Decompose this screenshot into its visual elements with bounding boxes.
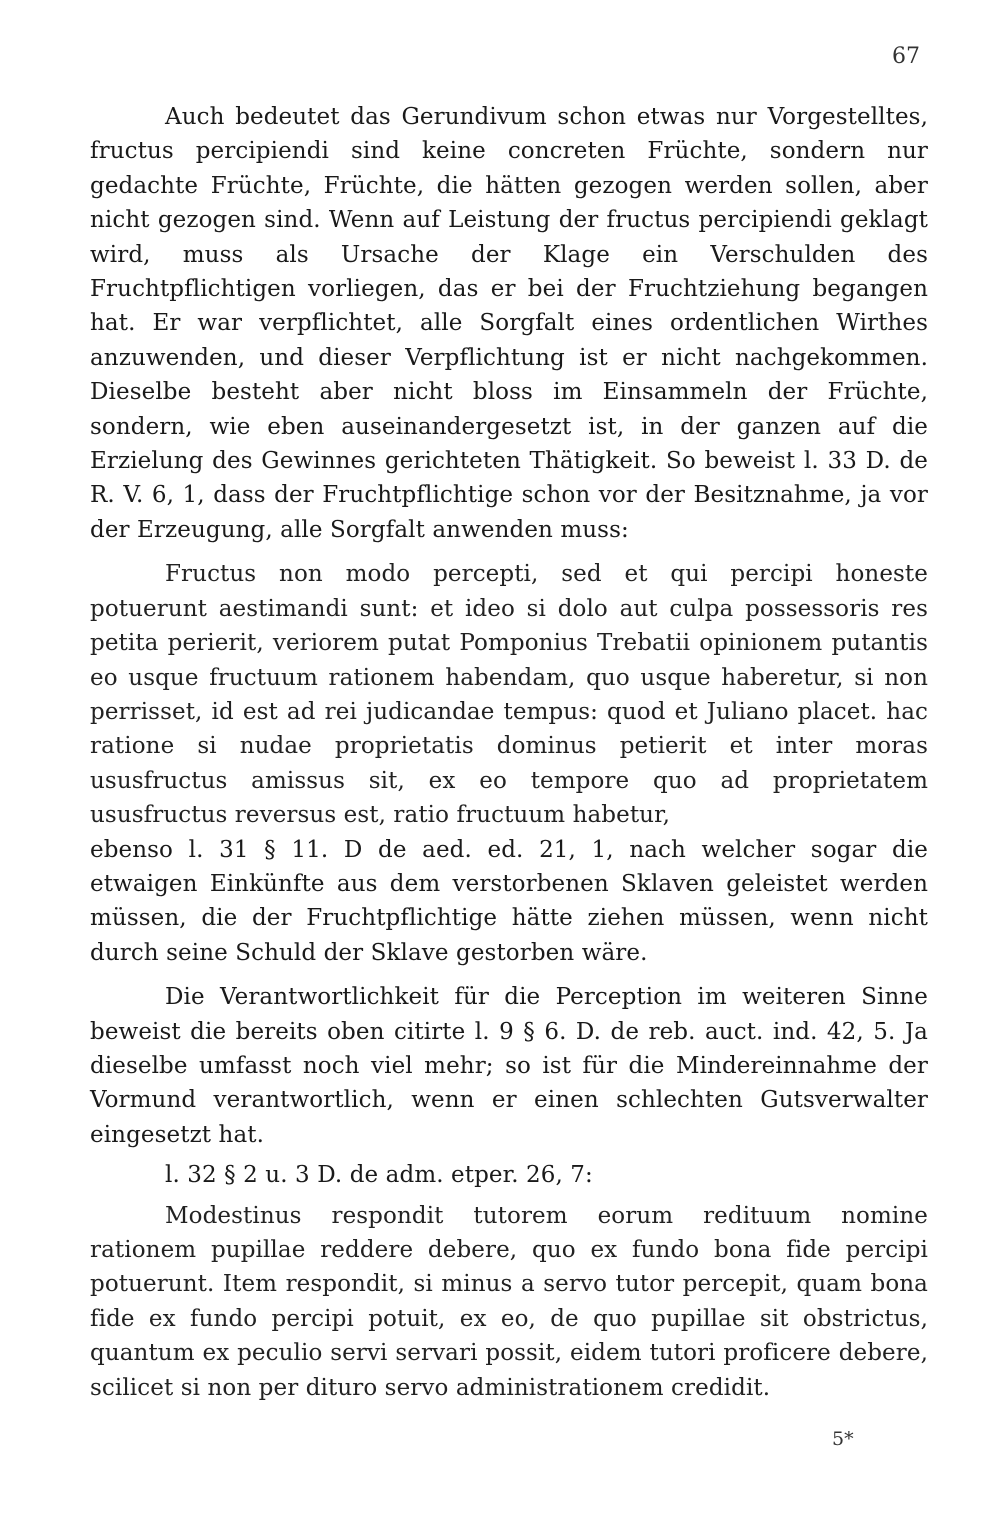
page-number: 67 <box>892 44 920 69</box>
latin-quotation-fructus: Fructus non modo percepti, sed et qui percipi honeste potuerunt aestimandi sunt: et ideo si dolo aut culpa possessoris res petita perierit, veriorem putat Pomponius Trebatii opinionem putantis eo usque fructuum rationem habendam, quo usque haberetur, si non perrisset, id est ad rei judicandae tempus: quod et Juliano placet. hac ratione si nudae proprietatis dominus petierit et inter moras ususfructus amissus sit, ex eo tempore quo ad proprietatem ususfructus reversus est, ratio fructuum habetur, <box>90 561 928 829</box>
sheet-signature: 5* <box>832 1428 854 1450</box>
latin-quotation-modestinus: Modestinus respondit tutorem eorum redituum nomine rationem pupillae reddere debere, quo ex fundo bona fide percipi potuerunt. Item respondit, si minus a servo tutor percepit, quam bona fide ex fundo percipi potuit, ex eo, de quo pupillae sit obstrictus, quantum ex peculio servi servari possit, eidem tutori proficere debere, scilicet si non per dituro servo administrationem credidit. <box>90 1202 928 1401</box>
paragraph-ebenso: ebenso l. 31 § 11. D de aed. ed. 21, 1, nach welcher sogar die etwaigen Einkünfte aus dem verstorbenen Sklaven geleistet werden müssen, die der Fruchtpflichtige hätte ziehen müssen, wenn nicht durch seine Schuld der Sklave gestorben wäre. <box>90 836 928 966</box>
paragraph-gerundivum: Auch bedeutet das Gerundivum schon etwas nur Vorgestelltes, fructus percipiendi sind keine concreten Früchte, sondern nur gedachte Früchte, Früchte, die hätten gezogen werden sollen, aber nicht gezogen sind. Wenn auf Leistung der fructus percipiendi geklagt wird, muss als Ursache der Klage ein Verschulden des Fruchtpflichtigen vorliegen, das er bei der Fruchtziehung begangen hat. Er war verpflichtet, alle Sorgfalt eines ordentlichen Wirthes anzuwenden, und dieser Verpflichtung ist er nicht nachgekommen. Dieselbe besteht aber nicht bloss im Einsammeln der Früchte, sondern, wie eben auseinandergesetzt ist, in der ganzen auf die Erzielung des Gewinnes gerichteten Thätigkeit. So beweist l. 33 D. de R. V. 6, 1, dass der Fruchtpflichtige schon vor der Besitznahme, ja vor der Erzeugung, alle Sorgfalt anwenden muss: <box>90 104 928 543</box>
page-body <box>90 100 928 1405</box>
citation-line: l. 32 § 2 u. 3 D. de adm. etper. 26, 7: <box>165 1162 593 1189</box>
paragraph-verantwortlichkeit: Die Verantwortlichkeit für die Perception im weiteren Sinne beweist die bereits oben citirte l. 9 § 6. D. de reb. auct. ind. 42, 5. Ja dieselbe umfasst noch viel mehr; so ist für die Mindereinnahme der Vormund verantwortlich, wenn er einen schlechten Gutsverwalter eingesetzt hat. <box>90 984 928 1148</box>
